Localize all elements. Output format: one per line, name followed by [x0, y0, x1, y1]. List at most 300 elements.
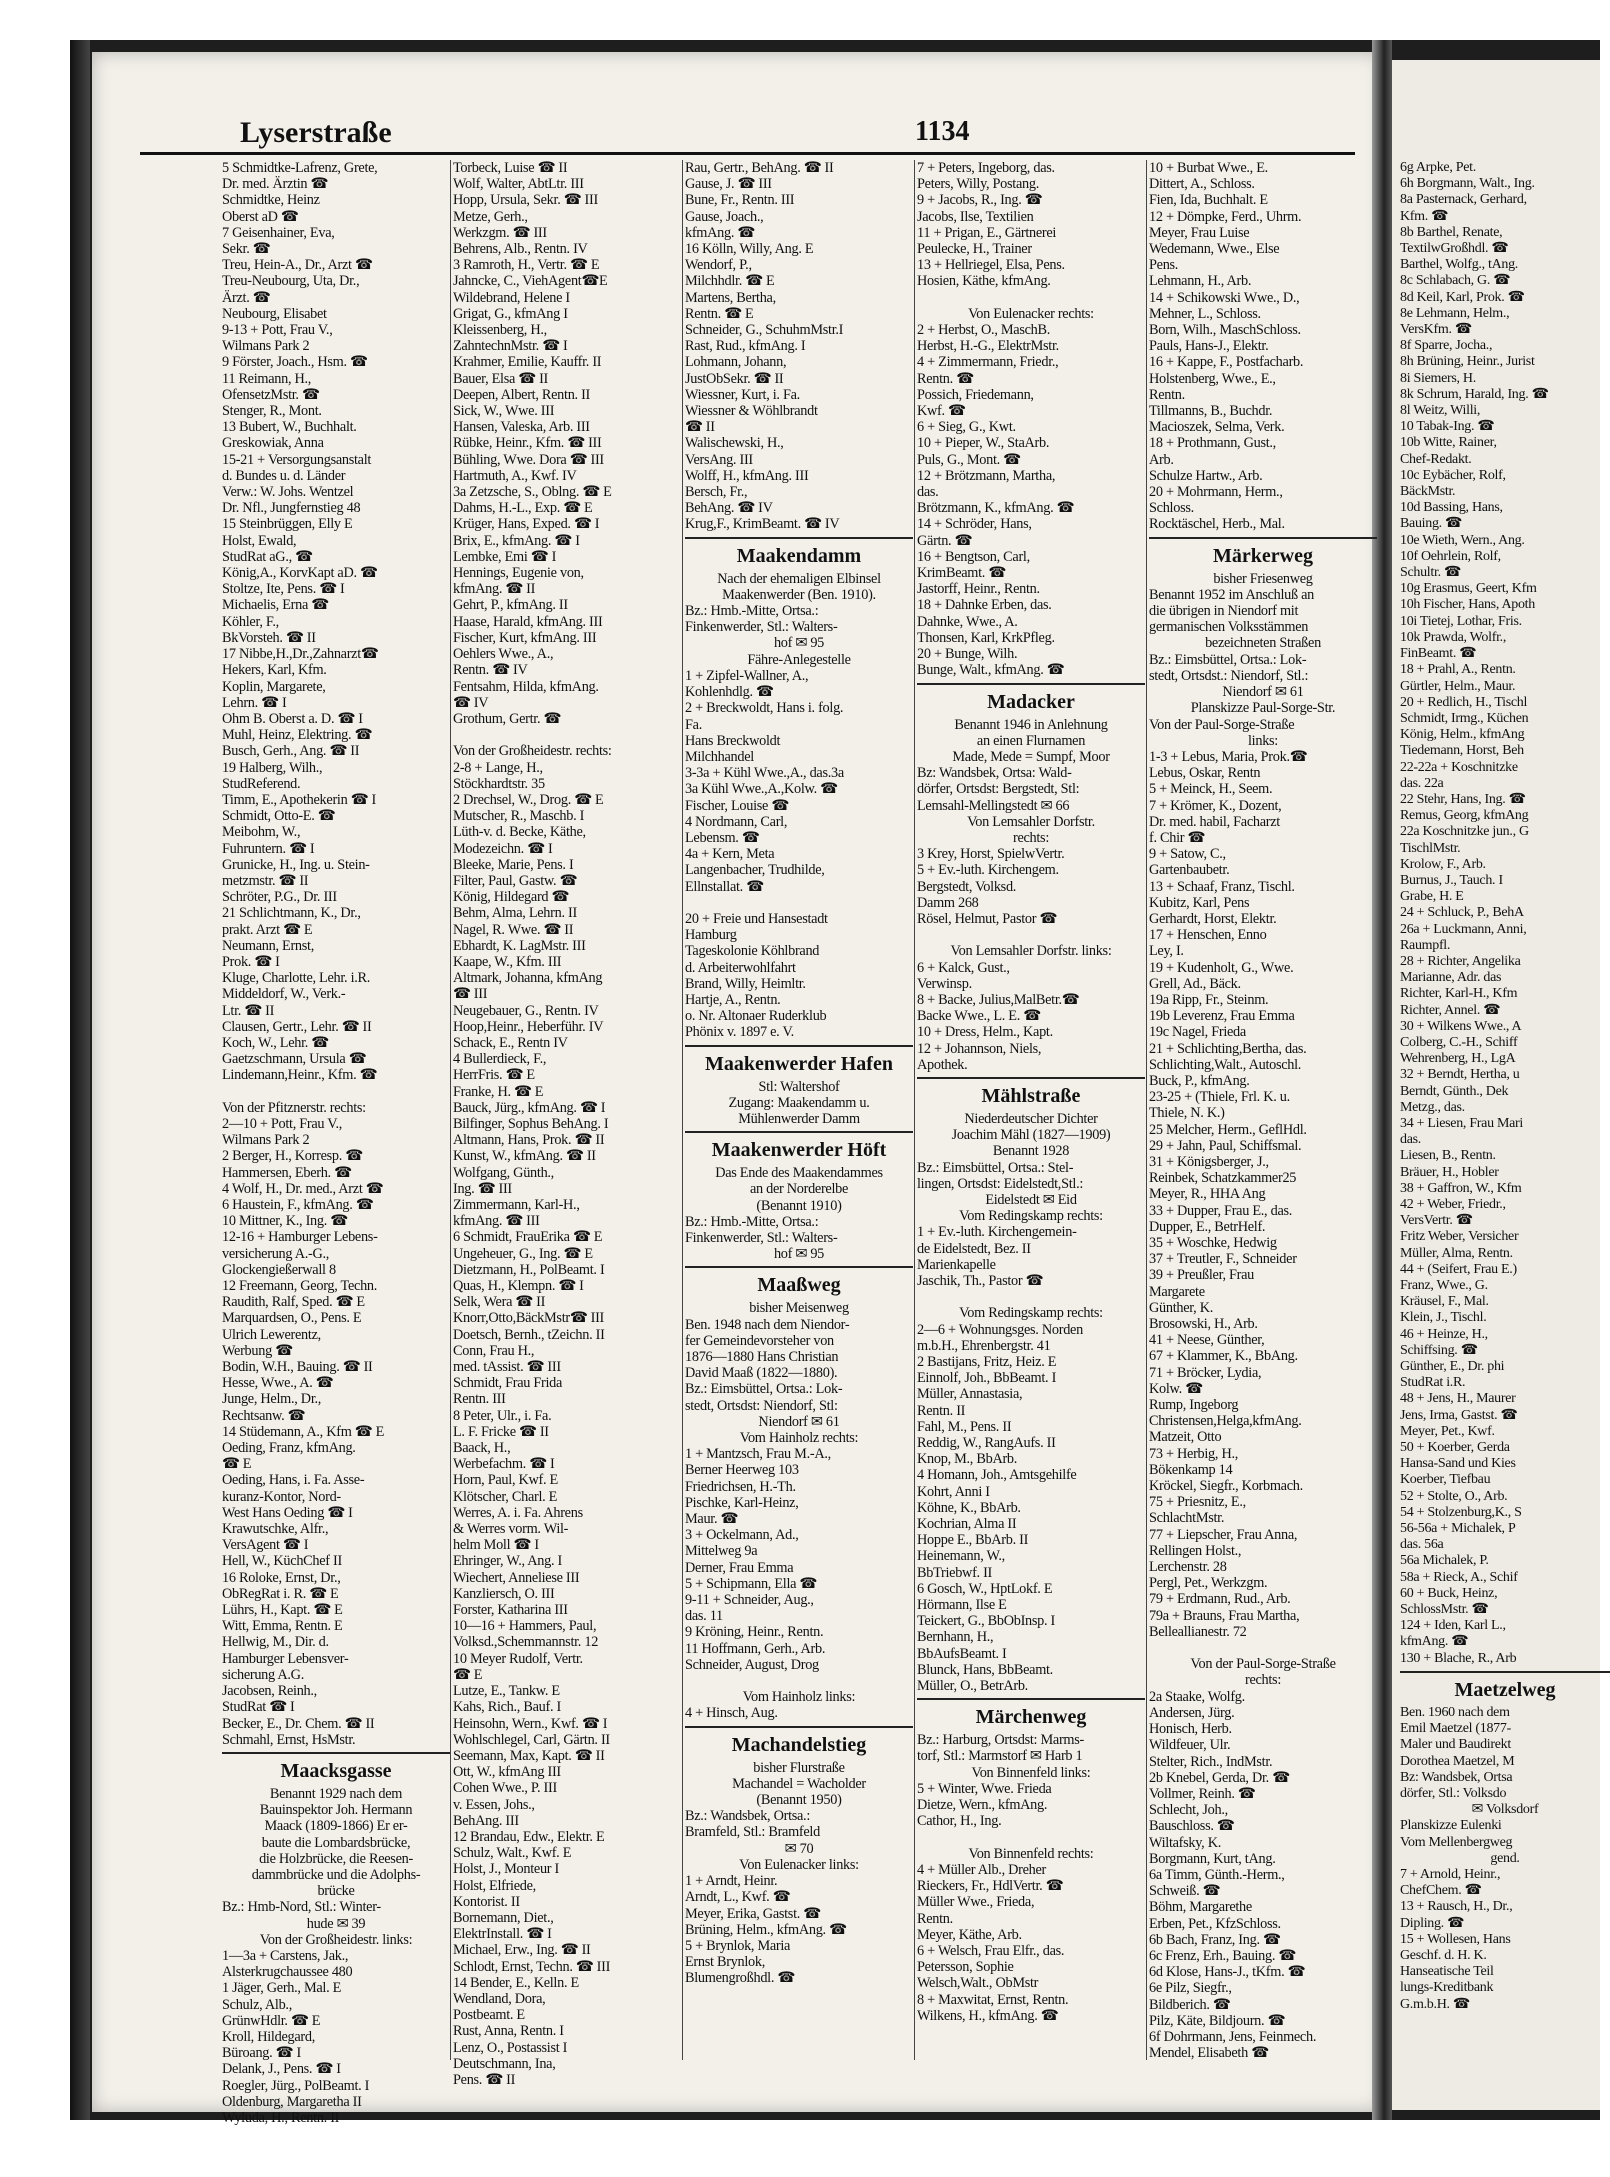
directory-entry: prakt. Arzt ☎ E: [222, 921, 313, 938]
directory-note: (Benannt 1910): [756, 1197, 842, 1214]
directory-entry: 12 + Dömpke, Ferd., Uhrm.: [1149, 208, 1302, 225]
directory-entry: Muhl, Heinz, Elektring. ☎: [222, 727, 373, 744]
directory-entry: Dittert, A., Schloss.: [1149, 176, 1255, 193]
directory-entry: Derner, Frau Emma: [685, 1559, 794, 1576]
directory-entry: 25 Melcher, Herm., GeflHdl.: [1149, 1121, 1307, 1138]
directory-entry: 5 + Winter, Wwe. Frieda: [917, 1780, 1052, 1797]
directory-entry: Brosowski, H., Arb.: [1149, 1316, 1258, 1333]
directory-entry: Hamburger Lebensver-: [222, 1650, 349, 1667]
directory-entry: Damm 268: [917, 894, 979, 911]
directory-note: die Holzbrücke, die Reesen-: [259, 1850, 413, 1867]
directory-entry: Einnolf, Joh., BbBeamt. I: [917, 1370, 1057, 1387]
directory-entry: 9-13 + Pott, Frau V.,: [222, 322, 333, 339]
directory-entry: 29 + Jahn, Paul, Schiffsmal.: [1149, 1137, 1302, 1154]
directory-note: Von Binnenfeld rechts:: [968, 1845, 1094, 1862]
directory-entry: 8 + Maxwitat, Ernst, Rentn.: [917, 1991, 1069, 2008]
directory-entry: 6f Dohrmann, Jens, Feinmech.: [1149, 2028, 1317, 2045]
directory-note: Von Binnenfeld links:: [971, 1764, 1091, 1781]
directory-entry: Oeding, Hans, i. Fa. Asse-: [222, 1472, 365, 1489]
directory-entry: 6e Pilz, Siegfr.,: [1149, 1980, 1232, 1997]
directory-entry: Junge, Helm., Dr.,: [222, 1391, 322, 1408]
directory-entry: Ohm B. Oberst a. D. ☎ I: [222, 710, 363, 727]
street-heading: Lyserstraße: [240, 116, 392, 149]
directory-entry: 79a + Brauns, Frau Martha,: [1149, 1607, 1300, 1624]
directory-entry: Schlecht, Joh.,: [1149, 1802, 1228, 1819]
directory-entry: [685, 1673, 913, 1689]
directory-entry: 54 + Stolzenburg,K., S: [1400, 1504, 1522, 1520]
directory-entry: Delank, J., Pens. ☎ I: [222, 2061, 341, 2078]
directory-entry: Brötzmann, K., kfmAng. ☎: [917, 500, 1075, 517]
directory-entry: 12 Brandau, Edw., Elektr. E: [453, 1828, 605, 1845]
directory-entry: 7 + Krömer, K., Dozent,: [1149, 797, 1282, 814]
directory-entry: Rentn. ☎ IV: [453, 662, 528, 679]
directory-entry: Cohen Wwe., P. III: [453, 1780, 557, 1797]
directory-entry: Schlodt, Ernst, Techn. ☎ III: [453, 1958, 611, 1975]
directory-entry: 3 + Ockelmann, Ad.,: [685, 1527, 799, 1544]
directory-entry: Klötscher, Charl. E: [453, 1488, 558, 1505]
directory-column-4: [917, 160, 1145, 2060]
directory-entry: Ltr. ☎ II: [222, 1002, 275, 1019]
directory-entry: Rump, Ingeborg: [1149, 1397, 1239, 1414]
directory-entry: Geschf. d. H. K.: [1400, 1947, 1487, 1963]
directory-entry: Burnus, J., Tauch. I: [1400, 872, 1503, 888]
directory-entry: lungs-Kreditbank: [1400, 1980, 1494, 1996]
directory-entry: Oberst aD ☎: [222, 208, 299, 225]
directory-entry: 6 Gosch, W., HptLokf. E: [917, 1580, 1053, 1597]
directory-entry: Pergl, Pet., Werkzgm.: [1149, 1575, 1268, 1592]
directory-entry: Reinbek, Schatzkammer25: [1149, 1170, 1297, 1187]
directory-entry: Schultr. ☎: [1400, 565, 1462, 581]
directory-note: Maakenwerder (Ben. 1910).: [722, 586, 876, 603]
directory-entry: 8f Sparre, Jocha.,: [1400, 338, 1493, 354]
directory-note: bisher Flurstraße: [753, 1759, 845, 1776]
directory-entry: Ley, I.: [1149, 943, 1184, 960]
directory-entry: Neubourg, Elisabet: [222, 305, 327, 322]
column-rule: [914, 160, 915, 2060]
street-title: Maakenwerder Höft: [685, 1131, 913, 1163]
directory-entry: Koch, W., Lehr. ☎: [222, 1034, 329, 1051]
directory-entry: 3 Ramroth, H., Vertr. ☎ E: [453, 257, 600, 274]
directory-note: an einen Flurnamen: [976, 732, 1086, 749]
directory-entry: G.m.b.H. ☎: [1400, 1996, 1471, 2012]
directory-entry: Dipling. ☎: [1400, 1915, 1465, 1931]
directory-entry: Roegler, Jürg., PolBeamt. I: [222, 2077, 370, 2094]
directory-entry: 10—16 + Hammers, Paul,: [453, 1618, 597, 1635]
directory-entry: Von der Großheidestr. rechts:: [453, 743, 612, 760]
directory-note: Vom Hainholz rechts:: [739, 1430, 859, 1447]
directory-entry: 14 Stüdemann, A., Kfm ☎ E: [222, 1423, 385, 1440]
directory-entry: Bauing. ☎: [1400, 516, 1463, 532]
directory-entry: Ernst Brynlok,: [685, 1954, 765, 1971]
directory-entry: 10h Fischer, Hans, Apoth: [1400, 597, 1535, 613]
directory-entry: Gürtler, Helm., Maur.: [1400, 678, 1516, 694]
directory-entry: Bunge, Walt., kfmAng. ☎: [917, 662, 1065, 679]
directory-entry: Werkzgm. ☎ III: [453, 224, 547, 241]
directory-entry: Hesse, Wwe., A. ☎: [222, 1375, 334, 1392]
directory-entry: Middeldorf, W., Verk.-: [222, 986, 346, 1003]
page-number: 1134: [915, 116, 970, 147]
directory-entry: Christensen,Helga,kfmAng.: [1149, 1413, 1302, 1430]
directory-entry: 4 + Müller Alb., Dreher: [917, 1861, 1047, 1878]
directory-entry: Sick, W., Wwe. III: [453, 403, 555, 420]
directory-entry: 56-56a + Michalek, P: [1400, 1521, 1516, 1537]
directory-entry: Planskizze Eulenki: [1400, 1818, 1502, 1834]
directory-entry: Kwf. ☎: [917, 403, 966, 420]
directory-entry: Rentn. III: [453, 1391, 506, 1408]
directory-entry: Apothek.: [917, 1056, 968, 1073]
directory-entry: Raumpfl.: [1400, 937, 1451, 953]
directory-entry: Altmann, Hans, Prok. ☎ II: [453, 1132, 605, 1149]
directory-note: bezeichneten Straßen: [1205, 635, 1321, 652]
directory-entry: StudReferend.: [222, 775, 301, 792]
directory-entry: 4 Homann, Joh., Amtsgehilfe: [917, 1467, 1077, 1484]
directory-entry: 67 + Klammer, K., BbAng.: [1149, 1348, 1298, 1365]
directory-entry: Haase, Harald, kfmAng. III: [453, 613, 603, 630]
directory-entry: Bornemann, Diet.,: [453, 1909, 554, 1926]
directory-note: Made, Mede = Sumpf, Moor: [952, 748, 1110, 765]
directory-entry: Maur. ☎: [685, 1511, 739, 1528]
directory-entry: StudRat aG., ☎: [222, 548, 313, 565]
directory-note: bisher Meisenweg: [749, 1300, 849, 1317]
directory-entry: 10 Mittner, K., Ing. ☎: [222, 1213, 348, 1230]
directory-entry: 22 Stehr, Hans, Ing. ☎: [1400, 791, 1526, 807]
directory-column-2: [453, 160, 681, 2088]
directory-entry: Oehlers Wwe., A.,: [453, 646, 554, 663]
directory-note: Maack (1809-1866) Er er-: [264, 1818, 408, 1835]
directory-entry: Grunicke, H., Ing. u. Stein-: [222, 856, 370, 873]
directory-entry: Müller, Annastasia,: [917, 1386, 1023, 1403]
directory-entry: [917, 927, 1145, 943]
directory-entry: Forster, Katharina III: [453, 1602, 568, 1619]
directory-entry: VersKfm. ☎: [1400, 322, 1472, 338]
directory-entry: Brüning, Helm., kfmAng. ☎: [685, 1921, 847, 1938]
directory-entry: Bz.: Hmb.-Mitte, Ortsa.:: [685, 603, 819, 620]
directory-entry: Kräusel, F., Mal.: [1400, 1294, 1489, 1310]
directory-entry: Stenger, R., Mont.: [222, 403, 322, 420]
directory-entry: Treu, Hein-A., Dr., Arzt ☎: [222, 257, 373, 274]
directory-entry: torf, Stl.: Marmstorf ✉ Harb 1: [917, 1748, 1083, 1765]
directory-entry: Clausen, Gertr., Lehr. ☎ II: [222, 1018, 372, 1035]
directory-entry: Mehner, L., Schloss.: [1149, 305, 1261, 322]
page-header: [140, 112, 1355, 155]
directory-entry: Bz.: Eimsbüttel, Ortsa.: Stel-: [917, 1159, 1074, 1176]
directory-entry: Schack, E., Rentn IV: [453, 1034, 568, 1051]
directory-entry: 34 + Liesen, Frau Mari: [1400, 1115, 1523, 1131]
directory-entry: 46 + Heinze, H.,: [1400, 1326, 1488, 1342]
directory-entry: Bildberich. ☎: [1149, 1996, 1231, 2013]
directory-entry: kfmAng. ☎ III: [453, 1213, 540, 1230]
directory-entry: 8a Pasternack, Gerhard,: [1400, 192, 1527, 208]
directory-entry: Belleallianestr. 72: [1149, 1623, 1247, 1640]
directory-entry: Schmidt, Irmg., Küchen: [1400, 710, 1529, 726]
directory-entry: Schneider, G., SchuhmMstr.I: [685, 322, 844, 339]
directory-entry: [222, 1084, 450, 1100]
directory-note: ✉ 70: [784, 1840, 814, 1857]
directory-entry: 28 + Richter, Angelika: [1400, 953, 1521, 969]
directory-entry: Wiessner, Kurt, i. Fa.: [685, 386, 800, 403]
directory-entry: 15-21 + Versorgungsanstalt: [222, 451, 372, 468]
directory-entry: Holstenberg, Wwe., E.,: [1149, 370, 1276, 387]
directory-entry: 10g Erasmus, Geert, Kfm: [1400, 581, 1537, 597]
directory-entry: Bz.: Wandsbek, Ortsa.:: [685, 1808, 811, 1825]
directory-entry: 1 + Mantzsch, Frau M.-A.,: [685, 1446, 831, 1463]
directory-entry: 16 + Kappe, F., Postfacharb.: [1149, 354, 1304, 371]
directory-entry: Fa.: [685, 716, 702, 733]
directory-entry: [917, 1289, 1145, 1305]
directory-entry: 4 + Hinsch, Aug.: [685, 1705, 778, 1722]
directory-entry: Meibohm, W.,: [222, 824, 301, 841]
directory-entry: Ungeheuer, G., Ing. ☎ E: [453, 1245, 593, 1262]
directory-entry: Gerhardt, Horst, Elektr.: [1149, 910, 1277, 927]
directory-entry: 10 Tabak-Ing. ☎: [1400, 419, 1495, 435]
directory-entry: o. Nr. Altonaer Ruderklub: [685, 1008, 827, 1025]
directory-entry: 14 + Schröder, Hans,: [917, 516, 1032, 533]
directory-entry: 17 + Henschen, Enno: [1149, 927, 1267, 944]
directory-entry: 52 + Stolte, O., Arb.: [1400, 1488, 1508, 1504]
directory-entry: Milchhdlr. ☎ E: [685, 273, 775, 290]
directory-entry: SchlossMstr. ☎: [1400, 1602, 1489, 1618]
directory-entry: 10b Witte, Rainer,: [1400, 435, 1497, 451]
directory-entry: Jacobsen, Reinh.,: [222, 1683, 317, 1700]
directory-entry: Schulze Hartw., Arb.: [1149, 467, 1263, 484]
directory-note: Nach der ehemaligen Elbinsel: [717, 570, 881, 587]
directory-entry: Lenz, O., Postassist I: [453, 2039, 568, 2056]
column-rule: [682, 160, 683, 2060]
directory-entry: Büroang. ☎ I: [222, 2045, 301, 2062]
directory-entry: Emil Maetzel (1877-: [1400, 1721, 1511, 1737]
directory-entry: Schmidtke, Heinz: [222, 192, 320, 209]
directory-entry: 4 Nordmann, Carl,: [685, 813, 788, 830]
directory-entry: Volksd.,Schemmannstr. 12: [453, 1634, 599, 1651]
directory-note: Zugang: Maakendamm u.: [728, 1094, 870, 1111]
directory-entry: 16 Kölln, Willy, Ang. E: [685, 241, 814, 258]
directory-entry: Müller Wwe., Frieda,: [917, 1894, 1035, 1911]
directory-entry: Gärtn. ☎: [917, 532, 973, 549]
directory-entry: JustObSekr. ☎ II: [685, 370, 784, 387]
directory-entry: Margarete: [1149, 1283, 1205, 1300]
directory-entry: Dahnke, Wwe., A.: [917, 613, 1018, 630]
directory-entry: Klein, J., Tischl.: [1400, 1310, 1487, 1326]
directory-entry: 8 Peter, Ulr., i. Fa.: [453, 1407, 552, 1424]
directory-entry: Bauer, Elsa ☎ II: [453, 370, 549, 387]
directory-entry: 12-16 + Hamburger Lebens-: [222, 1229, 378, 1246]
directory-entry: Mendel, Elisabeth ☎: [1149, 2045, 1269, 2062]
directory-entry: Bz: Wandsbek, Ortsa: [1400, 1769, 1513, 1785]
directory-entry: Tillmanns, B., Buchdr.: [1149, 403, 1273, 420]
directory-entry: Knorr,Otto,BäckMstr☎ III: [453, 1310, 604, 1327]
directory-entry: Quas, H., Klempn. ☎ I: [453, 1278, 584, 1295]
directory-entry: HerrFris. ☎ E: [453, 1067, 535, 1084]
directory-entry: 11 Reimann, H.,: [222, 370, 312, 387]
directory-entry: Blumengroßhdl. ☎: [685, 1970, 795, 1987]
directory-entry: Neumann, Ernst,: [222, 937, 314, 954]
directory-entry: fer Gemeindevorsteher von: [685, 1332, 834, 1349]
directory-entry: metzmstr. ☎ II: [222, 872, 309, 889]
directory-entry: Colberg, C.-H., Schiff: [1400, 1034, 1518, 1050]
directory-entry: das. 22a: [1400, 775, 1444, 791]
directory-entry: Ott, W., kfmAng III: [453, 1764, 561, 1781]
directory-entry: VersAgent ☎ I: [222, 1537, 309, 1554]
directory-note: Niendorf ✉ 61: [1222, 684, 1304, 701]
street-title: Maacksgasse: [222, 1752, 450, 1784]
directory-entry: 2—10 + Pott, Frau V.,: [222, 1115, 342, 1132]
directory-entry: Bergstedt, Volksd.: [917, 878, 1017, 895]
directory-entry: Jastorff, Heinr., Rentn.: [917, 581, 1040, 598]
directory-entry: Grothum, Gertr. ☎: [453, 710, 562, 727]
directory-entry: 8c Schlabach, G. ☎: [1400, 273, 1511, 289]
street-title: Maetzelweg: [1400, 1671, 1610, 1703]
directory-entry: 8i Siemers, H.: [1400, 370, 1476, 386]
directory-entry: Schulz, Alb.,: [222, 1996, 292, 2013]
directory-entry: Holst, Ewald,: [222, 532, 297, 549]
directory-entry: Schweiß. ☎: [1149, 1883, 1221, 1900]
directory-entry: Hoop,Heinr., Heberführ. IV: [453, 1018, 604, 1035]
directory-entry: Verwinsp.: [917, 975, 972, 992]
directory-entry: Macioszek, Selma, Verk.: [1149, 419, 1285, 436]
directory-entry: Wiechert, Anneliese III: [453, 1569, 580, 1586]
directory-entry: 6b Bach, Franz, Ing. ☎: [1149, 1931, 1281, 1948]
directory-entry: Rentn.: [1149, 386, 1185, 403]
directory-entry: Krolow, F., Arb.: [1400, 856, 1486, 872]
directory-entry: 5 + Brynlok, Maria: [685, 1937, 791, 1954]
directory-entry: Hekers, Karl, Kfm.: [222, 662, 327, 679]
directory-entry: Lebensm. ☎: [685, 829, 760, 846]
directory-entry: Gause, Joach.,: [685, 208, 764, 225]
directory-entry: 3-3a + Kühl Wwe.,A., das.3a: [685, 765, 844, 782]
directory-entry: Wehrenberg, H., LgA: [1400, 1051, 1516, 1067]
directory-entry: Ellnstallat. ☎: [685, 878, 764, 895]
directory-entry: SchlachtMstr.: [1149, 1510, 1225, 1527]
directory-entry: 10 + Dress, Helm., Kapt.: [917, 1024, 1053, 1041]
directory-entry: Ulrich Lewerentz,: [222, 1326, 321, 1343]
directory-entry: Meyer, Käthe, Arb.: [917, 1926, 1022, 1943]
directory-entry: Günther, E., Dr. phi: [1400, 1359, 1505, 1375]
directory-entry: Dr. Nfl., Jungfernstieg 48: [222, 500, 361, 517]
directory-entry: 16 Roloke, Ernst, Dr.,: [222, 1569, 341, 1586]
directory-entry: 14 Bender, E., Kelln. E: [453, 1974, 579, 1991]
directory-entry: Rentn. ☎ E: [685, 305, 754, 322]
directory-entry: 13 + Schaaf, Franz, Tischl.: [1149, 878, 1295, 895]
directory-entry: Gause, J. ☎ III: [685, 176, 772, 193]
directory-entry: Milchhandel: [685, 748, 754, 765]
directory-entry: Schlichting,Walt., Autoschl.: [1149, 1056, 1302, 1073]
book-spine-edge: [70, 40, 90, 2120]
directory-entry: v. Essen, Johs.,: [453, 1796, 535, 1813]
directory-entry: Puls, G., Mont. ☎: [917, 451, 1021, 468]
directory-entry: Welsch,Walt., ObMstr: [917, 1975, 1039, 1992]
directory-entry: Lührs, H., Kapt. ☎ E: [222, 1602, 343, 1619]
directory-entry: Hosien, Käthe, kfmAng.: [917, 273, 1051, 290]
directory-entry: 9 Kröning, Heinr., Rentn.: [685, 1624, 824, 1641]
directory-entry: Hartmuth, A., Kwf. IV: [453, 467, 577, 484]
directory-entry: Neugebauer, G., Rentn. IV: [453, 1002, 599, 1019]
street-title: Madacker: [917, 683, 1145, 715]
directory-entry: Bernhann, H.,: [917, 1629, 994, 1646]
directory-entry: 10i Tietej, Lothar, Fris.: [1400, 613, 1522, 629]
directory-entry: Liesen, B., Rentn.: [1400, 1148, 1496, 1164]
directory-entry: 10c Eybächer, Rolf,: [1400, 467, 1506, 483]
directory-entry: 3 Krey, Horst, SpielwVertr.: [917, 846, 1065, 863]
directory-entry: Finkenwerder, Stl.: Walters-: [685, 1229, 838, 1246]
directory-entry: Lüth-v. d. Becke, Käthe,: [453, 824, 586, 841]
directory-entry: 5 Schmidtke-Lafrenz, Grete,: [222, 160, 378, 176]
directory-entry: Deutschmann, Ina,: [453, 2055, 556, 2072]
directory-entry: Meyer, Pet., Kwf.: [1400, 1423, 1495, 1439]
directory-entry: Greskowiak, Anna: [222, 435, 324, 452]
directory-entry: die übrigen in Niendorf mit: [1149, 603, 1299, 620]
directory-entry: 23-25 + (Thiele, Frl. K. u.: [1149, 1089, 1290, 1106]
directory-note: Von der Großheidestr. links:: [259, 1931, 413, 1948]
directory-entry: GrünwHdlr. ☎ E: [222, 2012, 321, 2029]
directory-entry: Schmidt, Otto-E. ☎: [222, 808, 336, 825]
directory-entry: Rentn.: [917, 1910, 953, 1927]
directory-entry: Brix, E., kfmAng. ☎ I: [453, 532, 580, 549]
directory-entry: Bühling, Wwe. Dora ☎ III: [453, 451, 604, 468]
directory-entry: Heinemann, W.,: [917, 1548, 1005, 1565]
directory-entry: West Hans Oeding ☎ I: [222, 1504, 353, 1521]
directory-entry: 21 + Schlichting,Bertha, das.: [1149, 1040, 1307, 1057]
directory-entry: kfmAng. ☎: [1400, 1634, 1469, 1650]
directory-entry: 6 + Welsch, Frau Elfr., das.: [917, 1942, 1065, 1959]
directory-note: gend.: [1490, 1850, 1520, 1866]
directory-entry: Bramfeld, Stl.: Bramfeld: [685, 1824, 820, 1841]
directory-entry: Franke, H. ☎ E: [453, 1083, 544, 1100]
directory-entry: Michaelis, Erna ☎: [222, 597, 329, 614]
directory-entry: StudRat ☎ I: [222, 1699, 295, 1716]
directory-entry: 1-3 + Lebus, Maria, Prok.☎: [1149, 748, 1308, 765]
directory-entry: kfmAng. ☎: [685, 224, 755, 241]
directory-entry: Prok. ☎ I: [222, 953, 280, 970]
directory-entry: Bauschloss. ☎: [1149, 1818, 1235, 1835]
directory-entry: BehAng. ☎ IV: [685, 500, 773, 517]
directory-entry: 9 + Satow, C.,: [1149, 846, 1226, 863]
directory-entry: Dietze, Wern., kfmAng.: [917, 1797, 1048, 1814]
directory-note: dammbrücke und die Adolphs-: [251, 1866, 421, 1883]
directory-note: Vom Redingskamp rechts:: [959, 1208, 1103, 1225]
directory-entry: Pischke, Karl-Heinz,: [685, 1494, 799, 1511]
street-title: Maakendamm: [685, 537, 913, 569]
directory-entry: 48 + Jens, H., Maurer: [1400, 1391, 1516, 1407]
directory-entry: Oldenburg, Margaretha II: [222, 2093, 362, 2110]
directory-entry: Wiltafsky, K.: [1149, 1834, 1222, 1851]
directory-entry: [685, 895, 913, 911]
directory-entry: Vollmer, Reinh. ☎: [1149, 1785, 1256, 1802]
street-title: Maaßweg: [685, 1266, 913, 1298]
directory-entry: Rocktäschel, Herb., Mal.: [1149, 516, 1285, 533]
directory-entry: ObRegRat i. R. ☎ E: [222, 1585, 339, 1602]
directory-entry: 2 Bastijans, Fritz, Heiz. E: [917, 1354, 1057, 1371]
directory-entry: Bz.: Hmb.-Mitte, Ortsa.:: [685, 1213, 819, 1230]
directory-entry: Schiffsing. ☎: [1400, 1342, 1478, 1358]
directory-entry: Meyer, R., HHA Ang: [1149, 1186, 1266, 1203]
directory-entry: 1 + Zipfel-Wallner, A.,: [685, 667, 809, 684]
directory-entry: Benannt 1952 im Anschluß an: [1149, 586, 1315, 603]
directory-entry: Krug,F., KrimBeamt. ☎ IV: [685, 516, 840, 533]
directory-entry: 19b Leverenz, Frau Emma: [1149, 1008, 1295, 1025]
directory-entry: 6 Haustein, F., kfmAng. ☎: [222, 1197, 374, 1213]
directory-entry: 30 + Wilkens Wwe., A: [1400, 1018, 1522, 1034]
directory-entry: 9 Förster, Joach., Hsm. ☎: [222, 354, 368, 371]
directory-entry: 10 + Pieper, W., StaArb.: [917, 435, 1050, 452]
directory-entry: 10f Oehrlein, Rolf,: [1400, 548, 1501, 564]
next-page-column: [1400, 160, 1610, 2013]
directory-entry: 37 + Treutler, F., Schneider: [1149, 1251, 1297, 1268]
directory-entry: Kleissenberg, H.,: [453, 322, 547, 339]
street-title: Mählstraße: [917, 1077, 1145, 1109]
directory-entry: Verw.: W. Johs. Wentzel: [222, 484, 354, 501]
next-page: [1392, 60, 1600, 2110]
directory-entry: TischlMstr.: [1400, 840, 1461, 856]
